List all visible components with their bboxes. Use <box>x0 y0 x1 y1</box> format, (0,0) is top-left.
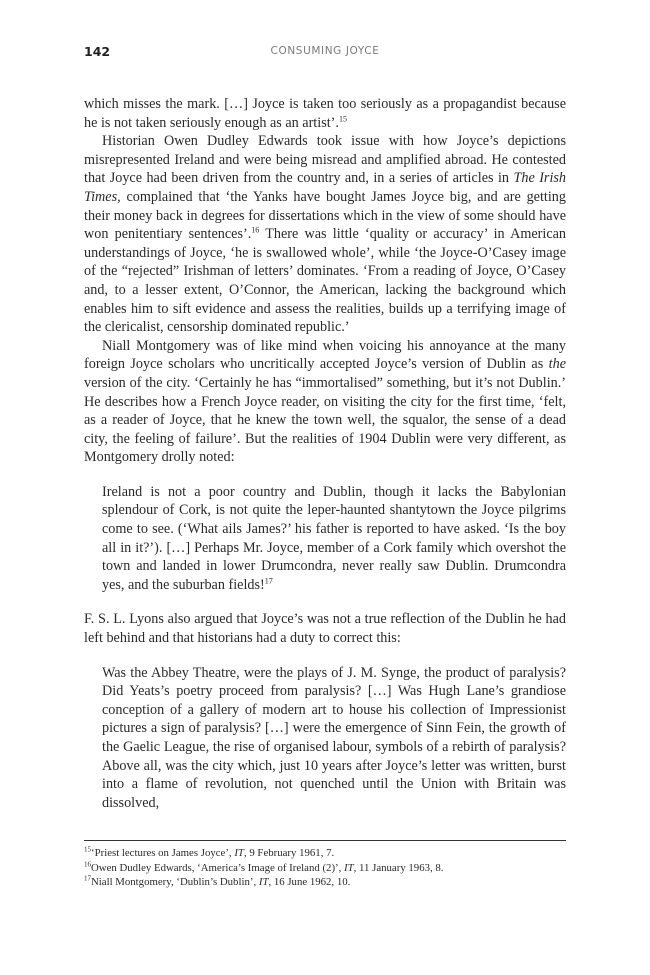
footnote-17-number: 17 <box>84 874 91 883</box>
block-quote-lyons <box>102 664 566 813</box>
emphasis-the: the <box>548 356 566 373</box>
block-quote-montgomery <box>102 483 566 595</box>
paragraph-2-text-b: , complained that ‘the Yanks have bought James Joyce big, and are getting their money back in degrees for dissertations which in the view of some should have won penitentiary sentences’. <box>84 188 566 243</box>
body-text <box>84 95 566 828</box>
footnote-17-text-b: , 16 June 1962, 10. <box>268 876 351 888</box>
footnote-15-text-b: , 9 February 1961, 7. <box>243 847 335 859</box>
block-quote-2-text: Was the Abbey Theatre, were the plays of J. M. Synge, the product of paralysis? Did Yeats’s poetry proceed from paralysis? […] Was Hugh Lane’s grandiose conception of a gallery of modern art to house his collection of Impressionist pictures a sign of paralysis? […] were the emergence of Sinn Fein, the growth of the Gaelic League, the rise of organised labour, symbols of a rebirth of paralysis? Above all, was the city which, just 10 years after Joyce’s letter was written, burst into a flame of revolution, not quenched until the Union with Britain was dissolved, <box>102 664 566 811</box>
footnote-ref-17: 17 <box>264 576 273 586</box>
paragraph-4-text: F. S. L. Lyons also argued that Joyce’s was not a true reflection of the Dublin he had left behind and that historians had a duty to correct this: <box>84 611 566 647</box>
footnote-16 <box>84 861 566 876</box>
paragraph-1 <box>84 95 566 132</box>
paragraph-2 <box>84 132 566 337</box>
paragraph-4 <box>84 610 566 647</box>
paragraph-3-text-a: Niall Montgomery was of like mind when voicing his annoyance at the many foreign Joyce scholars who uncritically accepted Joyce’s version of Dublin as <box>84 337 566 373</box>
footnote-16-number: 16 <box>84 859 91 868</box>
newspaper-title: The Irish Times <box>84 170 566 205</box>
footnote-17 <box>84 875 566 890</box>
footnote-ref-15: 15 <box>338 113 347 123</box>
footnote-16-source: IT <box>344 861 354 874</box>
footnote-17-source: IT <box>258 876 269 888</box>
footnote-17-text-a: Niall Montgomery, ‘Dublin’s Dublin’, <box>91 876 259 888</box>
paragraph-2-text-a: Historian Owen Dudley Edwards took issue with how Joyce’s depictions misrepresented Ireland and were being misread and amplified abroad. He contested that Joyce had been driven from the country and, in a series of articles in <box>84 133 566 187</box>
footnote-15 <box>84 846 566 861</box>
running-title: CONSUMING JOYCE <box>270 45 380 57</box>
footnote-15-number: 15 <box>84 845 91 854</box>
paragraph-1-text: which misses the mark. […] Joyce is taken too seriously as a propagandist because he is not taken seriously enough as an artist’. <box>84 96 566 131</box>
paragraph-3-text-b: version of the city. ‘Certainly he has “immortalised” something, but it’s not Dublin.’ He describes how a French Joyce reader, on visiting the city for the first time, ‘felt, as a reader of Joyce, that he knew the town well, the squalor, the sense of a dead city, the feeling of failure’. But the realities of 1904 Dublin were very different, as Montgomery drolly noted: <box>84 374 566 466</box>
footnote-16-text-b: , 11 January 1963, 8. <box>353 861 444 874</box>
footnotes <box>84 840 566 890</box>
footnote-16-text-a: Owen Dudley Edwards, ‘America’s Image of Ireland (2)’, <box>91 861 345 874</box>
paragraph-3 <box>84 337 566 467</box>
footnote-ref-16: 16 <box>251 225 260 235</box>
block-quote-1-text: Ireland is not a poor country and Dublin, though it lacks the Babylonian splendour of Cork, is not quite the leper-haunted shantytown the Joyce pilgrims come to see. (‘What ails James?’ his father is reported to have asked. ‘Is the boy all in it?’). […] Perhaps Mr. Joyce, member of a Cork family which overshot the town and landed in lower Drumcondra, never really saw Dublin. Drumcondra yes, and the suburban fields! <box>102 483 566 593</box>
page-number: 142 <box>84 44 111 59</box>
paragraph-2-text-c: There was little ‘quality or accuracy’ in American understandings of Joyce, ‘he is swallowed whole’, while ‘the Joyce-O’Casey image of the “rejected” Irishman of letters’ dominates. ‘From a reading of Joyce, O’Casey and, to a lesser extent, O’Connor, the American, lacking the background which enables him to sift evidence and assess the realities, builds up a terrifying image of the clericalist, censorship dominated republic.’ <box>84 226 567 336</box>
running-header <box>84 44 566 64</box>
footnote-15-text-a: ‘Priest lectures on James Joyce’, <box>91 847 235 859</box>
footnote-15-source: IT <box>234 847 244 859</box>
